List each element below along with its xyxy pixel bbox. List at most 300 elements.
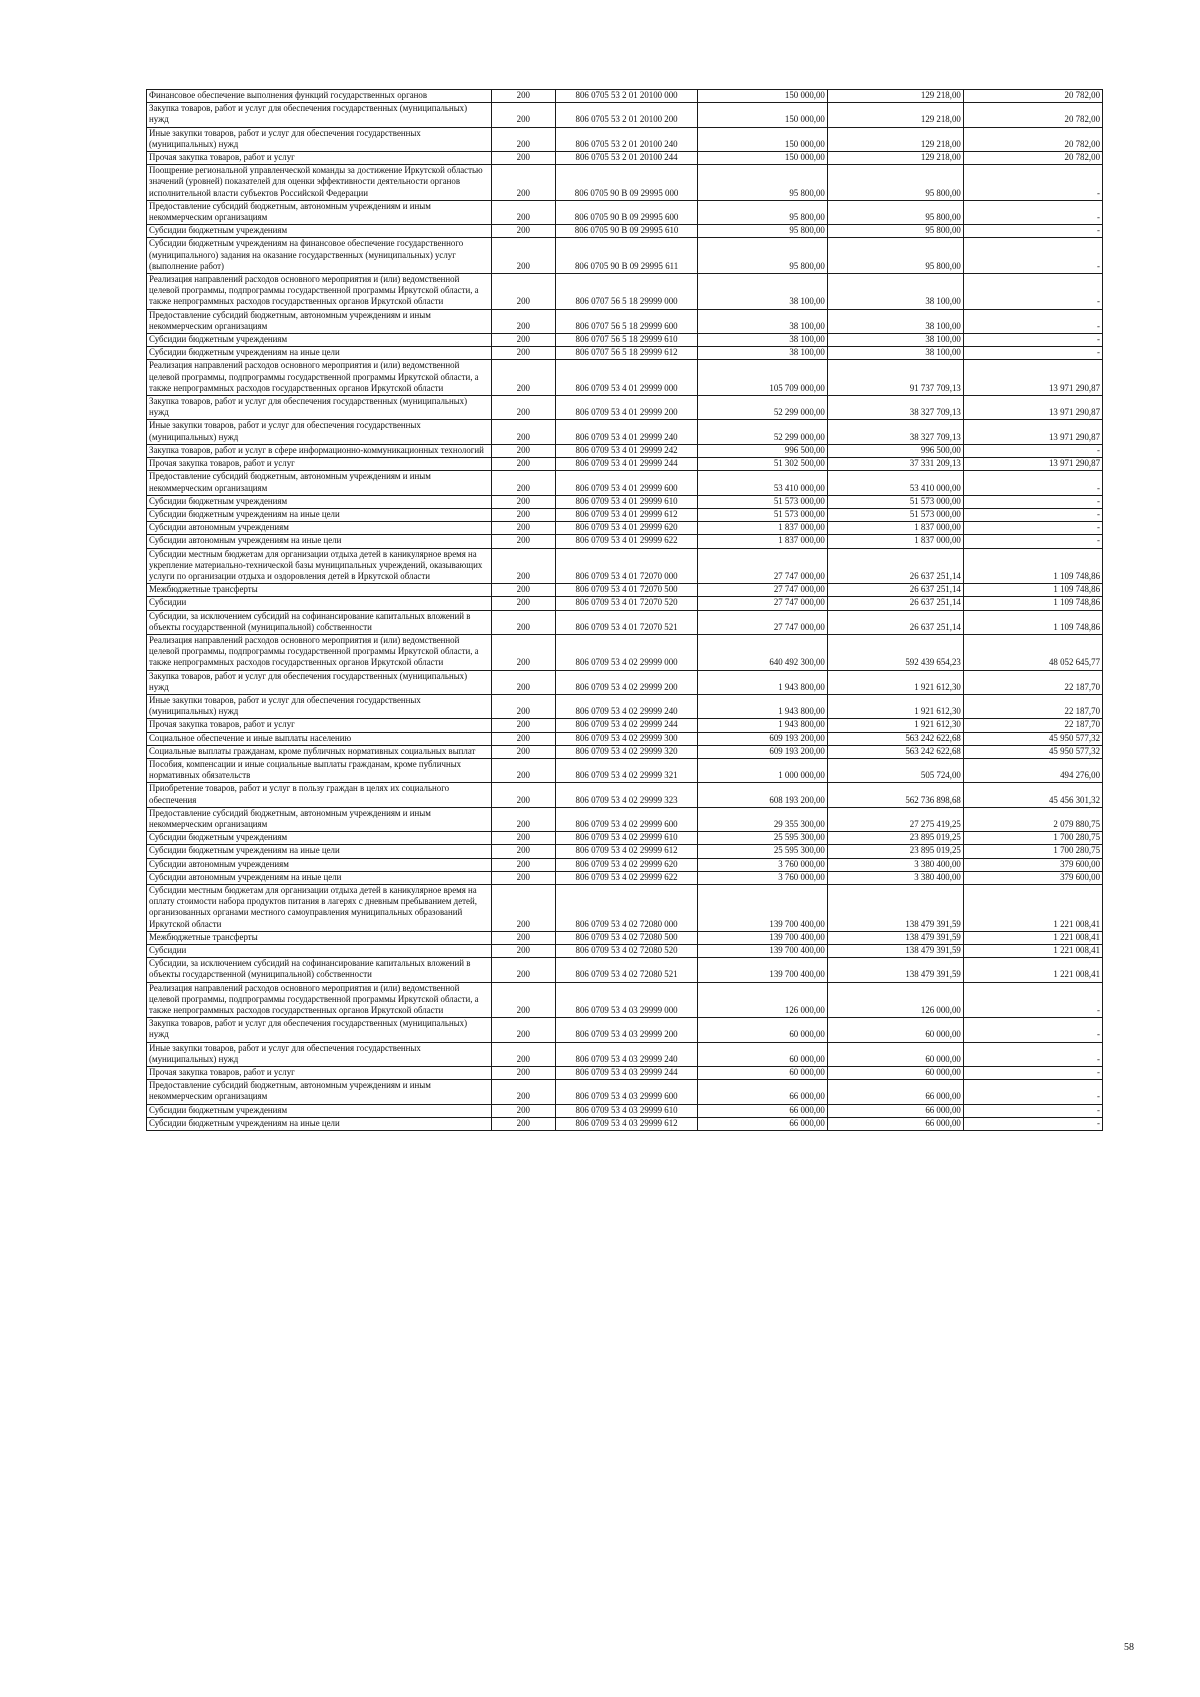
executed-amount-cell: 138 479 391,59 [827, 958, 963, 982]
expense-name-cell: Субсидии бюджетным учреждениям [147, 1104, 492, 1117]
budget-classification-code-cell: 806 0709 53 4 03 29999 244 [555, 1067, 697, 1080]
table-row [147, 1067, 1103, 1080]
expense-name-cell: Предоставление субсидий бюджетным, автономным учреждениям и иным некоммерческим организациям [147, 1080, 492, 1104]
budget-classification-code-cell: 806 0709 53 4 03 29999 200 [555, 1018, 697, 1042]
budget-classification-code-cell: 806 0709 53 4 02 72080 500 [555, 931, 697, 944]
unexecuted-amount-cell: - [963, 535, 1102, 548]
line-code-cell: 200 [491, 444, 555, 457]
line-code-cell: 200 [491, 127, 555, 151]
budget-classification-code-cell: 806 0705 90 В 09 29995 611 [555, 238, 697, 274]
executed-amount-cell: 38 100,00 [827, 347, 963, 360]
executed-amount-cell: 3 380 400,00 [827, 858, 963, 871]
line-code-cell: 200 [491, 758, 555, 782]
table-row [147, 694, 1103, 718]
budget-classification-code-cell: 806 0709 53 4 02 29999 300 [555, 732, 697, 745]
line-code-cell: 200 [491, 745, 555, 758]
table-row [147, 958, 1103, 982]
approved-assignments-cell: 38 100,00 [698, 347, 828, 360]
expense-name-cell: Межбюджетные трансферты [147, 931, 492, 944]
approved-assignments-cell: 52 299 000,00 [698, 420, 828, 444]
unexecuted-amount-cell: 22 187,70 [963, 694, 1102, 718]
table-row [147, 508, 1103, 521]
budget-classification-code-cell: 806 0709 53 4 02 72080 000 [555, 885, 697, 932]
approved-assignments-cell: 150 000,00 [698, 90, 828, 103]
unexecuted-amount-cell: 1 700 280,75 [963, 832, 1102, 845]
executed-amount-cell: 1 921 612,30 [827, 670, 963, 694]
budget-classification-code-cell: 806 0709 53 4 01 72070 000 [555, 548, 697, 584]
line-code-cell: 200 [491, 1117, 555, 1130]
executed-amount-cell: 129 218,00 [827, 127, 963, 151]
unexecuted-amount-cell: 45 950 577,32 [963, 732, 1102, 745]
unexecuted-amount-cell: 13 971 290,87 [963, 396, 1102, 420]
line-code-cell: 200 [491, 858, 555, 871]
approved-assignments-cell: 53 410 000,00 [698, 471, 828, 495]
table-row [147, 982, 1103, 1018]
executed-amount-cell: 26 637 251,14 [827, 597, 963, 610]
unexecuted-amount-cell: - [963, 1117, 1102, 1130]
approved-assignments-cell: 38 100,00 [698, 334, 828, 347]
unexecuted-amount-cell: - [963, 444, 1102, 457]
budget-classification-code-cell: 806 0707 56 5 18 29999 600 [555, 309, 697, 333]
executed-amount-cell: 38 327 709,13 [827, 420, 963, 444]
executed-amount-cell: 23 895 019,25 [827, 845, 963, 858]
line-code-cell: 200 [491, 458, 555, 471]
executed-amount-cell: 996 500,00 [827, 444, 963, 457]
approved-assignments-cell: 27 747 000,00 [698, 548, 828, 584]
expense-name-cell: Предоставление субсидий бюджетным, автономным учреждениям и иным некоммерческим организациям [147, 309, 492, 333]
budget-classification-code-cell: 806 0705 53 2 01 20100 244 [555, 152, 697, 165]
unexecuted-amount-cell: 1 109 748,86 [963, 597, 1102, 610]
table-row [147, 871, 1103, 884]
unexecuted-amount-cell: - [963, 471, 1102, 495]
expense-name-cell: Субсидии местным бюджетам для организации отдыха детей в каникулярное время на укрепление материально-технической базы муниципальных учреждений, оказывающих услуги по организации отдыха и оздоровления детей в Иркутской области [147, 548, 492, 584]
executed-amount-cell: 38 100,00 [827, 309, 963, 333]
expense-name-cell: Закупка товаров, работ и услуг в сфере информационно-коммуникационных технологий [147, 444, 492, 457]
approved-assignments-cell: 95 800,00 [698, 238, 828, 274]
line-code-cell: 200 [491, 90, 555, 103]
table-row [147, 1080, 1103, 1104]
line-code-cell: 200 [491, 958, 555, 982]
unexecuted-amount-cell: - [963, 347, 1102, 360]
line-code-cell: 200 [491, 982, 555, 1018]
expense-name-cell: Межбюджетные трансферты [147, 584, 492, 597]
table-row [147, 152, 1103, 165]
unexecuted-amount-cell: 20 782,00 [963, 103, 1102, 127]
line-code-cell: 200 [491, 634, 555, 670]
approved-assignments-cell: 1 837 000,00 [698, 522, 828, 535]
approved-assignments-cell: 60 000,00 [698, 1018, 828, 1042]
executed-amount-cell: 129 218,00 [827, 152, 963, 165]
unexecuted-amount-cell: 1 221 008,41 [963, 958, 1102, 982]
unexecuted-amount-cell: - [963, 200, 1102, 224]
executed-amount-cell: 129 218,00 [827, 103, 963, 127]
expense-name-cell: Реализация направлений расходов основного мероприятия и (или) ведомственной целевой программы, подпрограммы государственной программы Иркутской области, а также непрограммных расходов государственных органов Иркутской области [147, 982, 492, 1018]
executed-amount-cell: 126 000,00 [827, 982, 963, 1018]
expense-name-cell: Предоставление субсидий бюджетным, автономным учреждениям и иным некоммерческим организациям [147, 807, 492, 831]
table-row [147, 597, 1103, 610]
expense-name-cell: Субсидии бюджетным учреждениям [147, 832, 492, 845]
table-row [147, 522, 1103, 535]
line-code-cell: 200 [491, 396, 555, 420]
executed-amount-cell: 95 800,00 [827, 225, 963, 238]
line-code-cell: 200 [491, 832, 555, 845]
budget-classification-code-cell: 806 0709 53 4 01 29999 622 [555, 535, 697, 548]
expense-name-cell: Предоставление субсидий бюджетным, автономным учреждениям и иным некоммерческим организациям [147, 471, 492, 495]
budget-classification-code-cell: 806 0709 53 4 01 29999 000 [555, 360, 697, 396]
unexecuted-amount-cell: - [963, 225, 1102, 238]
budget-classification-code-cell: 806 0705 90 В 09 29995 600 [555, 200, 697, 224]
line-code-cell: 200 [491, 783, 555, 807]
executed-amount-cell: 26 637 251,14 [827, 610, 963, 634]
approved-assignments-cell: 139 700 400,00 [698, 885, 828, 932]
expense-name-cell: Субсидии бюджетным учреждениям на иные цели [147, 1117, 492, 1130]
table-row [147, 471, 1103, 495]
unexecuted-amount-cell: - [963, 165, 1102, 201]
table-row [147, 584, 1103, 597]
expense-name-cell: Иные закупки товаров, работ и услуг для обеспечения государственных (муниципальных) нужд [147, 694, 492, 718]
approved-assignments-cell: 609 193 200,00 [698, 732, 828, 745]
budget-classification-code-cell: 806 0709 53 4 01 29999 612 [555, 508, 697, 521]
line-code-cell: 200 [491, 1067, 555, 1080]
executed-amount-cell: 95 800,00 [827, 238, 963, 274]
line-code-cell: 200 [491, 347, 555, 360]
expense-name-cell: Субсидии, за исключением субсидий на софинансирование капитальных вложений в объекты государственной (муниципальной) собственности [147, 610, 492, 634]
unexecuted-amount-cell: 1 109 748,86 [963, 548, 1102, 584]
approved-assignments-cell: 150 000,00 [698, 152, 828, 165]
approved-assignments-cell: 1 943 800,00 [698, 670, 828, 694]
budget-classification-code-cell: 806 0707 56 5 18 29999 612 [555, 347, 697, 360]
executed-amount-cell: 1 837 000,00 [827, 522, 963, 535]
line-code-cell: 200 [491, 152, 555, 165]
line-code-cell: 200 [491, 471, 555, 495]
line-code-cell: 200 [491, 165, 555, 201]
budget-execution-sheet [146, 89, 1103, 1131]
expense-name-cell: Закупка товаров, работ и услуг для обеспечения государственных (муниципальных) нужд [147, 103, 492, 127]
table-row [147, 347, 1103, 360]
unexecuted-amount-cell: - [963, 495, 1102, 508]
unexecuted-amount-cell: - [963, 309, 1102, 333]
approved-assignments-cell: 52 299 000,00 [698, 396, 828, 420]
unexecuted-amount-cell: 20 782,00 [963, 152, 1102, 165]
budget-classification-code-cell: 806 0709 53 4 03 29999 612 [555, 1117, 697, 1130]
executed-amount-cell: 1 921 612,30 [827, 719, 963, 732]
approved-assignments-cell: 3 760 000,00 [698, 871, 828, 884]
expense-name-cell: Закупка товаров, работ и услуг для обеспечения государственных (муниципальных) нужд [147, 670, 492, 694]
executed-amount-cell: 129 218,00 [827, 90, 963, 103]
line-code-cell: 200 [491, 274, 555, 310]
expense-name-cell: Реализация направлений расходов основного мероприятия и (или) ведомственной целевой программы, подпрограммы государственной программы Иркутской области, а также непрограммных расходов государственных органов Иркутской области [147, 634, 492, 670]
executed-amount-cell: 66 000,00 [827, 1117, 963, 1130]
page-number: 58 [1124, 1642, 1134, 1653]
unexecuted-amount-cell: 45 456 301,32 [963, 783, 1102, 807]
expense-name-cell: Субсидии автономным учреждениям [147, 522, 492, 535]
expense-name-cell: Финансовое обеспечение выполнения функций государственных органов [147, 90, 492, 103]
line-code-cell: 200 [491, 238, 555, 274]
budget-classification-code-cell: 806 0709 53 4 01 29999 620 [555, 522, 697, 535]
budget-classification-code-cell: 806 0709 53 4 01 72070 500 [555, 584, 697, 597]
expense-name-cell: Прочая закупка товаров, работ и услуг [147, 152, 492, 165]
table-row [147, 783, 1103, 807]
line-code-cell: 200 [491, 420, 555, 444]
table-row [147, 360, 1103, 396]
executed-amount-cell: 1 921 612,30 [827, 694, 963, 718]
table-row [147, 495, 1103, 508]
table-row [147, 420, 1103, 444]
executed-amount-cell: 563 242 622,68 [827, 732, 963, 745]
budget-classification-code-cell: 806 0709 53 4 02 29999 620 [555, 858, 697, 871]
line-code-cell: 200 [491, 732, 555, 745]
line-code-cell: 200 [491, 360, 555, 396]
unexecuted-amount-cell: 13 971 290,87 [963, 420, 1102, 444]
approved-assignments-cell: 640 492 300,00 [698, 634, 828, 670]
expense-name-cell: Социальное обеспечение и иные выплаты населению [147, 732, 492, 745]
line-code-cell: 200 [491, 508, 555, 521]
line-code-cell: 200 [491, 1080, 555, 1104]
approved-assignments-cell: 95 800,00 [698, 200, 828, 224]
expense-name-cell: Иные закупки товаров, работ и услуг для обеспечения государственных (муниципальных) нужд [147, 1042, 492, 1066]
line-code-cell: 200 [491, 584, 555, 597]
budget-classification-code-cell: 806 0709 53 4 02 29999 622 [555, 871, 697, 884]
unexecuted-amount-cell: - [963, 522, 1102, 535]
unexecuted-amount-cell: 22 187,70 [963, 670, 1102, 694]
budget-classification-code-cell: 806 0709 53 4 01 29999 240 [555, 420, 697, 444]
expense-name-cell: Субсидии бюджетным учреждениям на финансовое обеспечение государственного (муниципального) задания на оказание государственных (муниципальных) услуг (выполнение работ) [147, 238, 492, 274]
line-code-cell: 200 [491, 309, 555, 333]
unexecuted-amount-cell: - [963, 1018, 1102, 1042]
table-row [147, 807, 1103, 831]
unexecuted-amount-cell: 379 600,00 [963, 858, 1102, 871]
executed-amount-cell: 66 000,00 [827, 1080, 963, 1104]
executed-amount-cell: 38 327 709,13 [827, 396, 963, 420]
line-code-cell: 200 [491, 885, 555, 932]
unexecuted-amount-cell: 20 782,00 [963, 127, 1102, 151]
executed-amount-cell: 95 800,00 [827, 200, 963, 224]
approved-assignments-cell: 1 000 000,00 [698, 758, 828, 782]
executed-amount-cell: 563 242 622,68 [827, 745, 963, 758]
executed-amount-cell: 60 000,00 [827, 1067, 963, 1080]
budget-classification-code-cell: 806 0709 53 4 02 29999 600 [555, 807, 697, 831]
expense-name-cell: Субсидии [147, 945, 492, 958]
unexecuted-amount-cell: 1 700 280,75 [963, 845, 1102, 858]
line-code-cell: 200 [491, 610, 555, 634]
expense-name-cell: Прочая закупка товаров, работ и услуг [147, 458, 492, 471]
approved-assignments-cell: 139 700 400,00 [698, 945, 828, 958]
executed-amount-cell: 1 837 000,00 [827, 535, 963, 548]
approved-assignments-cell: 1 943 800,00 [698, 694, 828, 718]
unexecuted-amount-cell: 1 221 008,41 [963, 945, 1102, 958]
unexecuted-amount-cell: - [963, 274, 1102, 310]
unexecuted-amount-cell: - [963, 334, 1102, 347]
budget-classification-code-cell: 806 0709 53 4 01 29999 600 [555, 471, 697, 495]
unexecuted-amount-cell: 22 187,70 [963, 719, 1102, 732]
budget-classification-code-cell: 806 0709 53 4 03 29999 240 [555, 1042, 697, 1066]
table-row [147, 396, 1103, 420]
table-row [147, 200, 1103, 224]
budget-classification-code-cell: 806 0709 53 4 01 29999 610 [555, 495, 697, 508]
unexecuted-amount-cell: 494 276,00 [963, 758, 1102, 782]
expense-name-cell: Предоставление субсидий бюджетным, автономным учреждениям и иным некоммерческим организациям [147, 200, 492, 224]
table-row [147, 931, 1103, 944]
approved-assignments-cell: 66 000,00 [698, 1117, 828, 1130]
approved-assignments-cell: 150 000,00 [698, 103, 828, 127]
table-row [147, 758, 1103, 782]
line-code-cell: 200 [491, 1104, 555, 1117]
expense-name-cell: Субсидии бюджетным учреждениям на иные цели [147, 347, 492, 360]
budget-classification-code-cell: 806 0705 53 2 01 20100 000 [555, 90, 697, 103]
expense-name-cell: Реализация направлений расходов основного мероприятия и (или) ведомственной целевой программы, подпрограммы государственной программы Иркутской области, а также непрограммных расходов государственных органов Иркутской области [147, 360, 492, 396]
budget-classification-code-cell: 806 0707 56 5 18 29999 610 [555, 334, 697, 347]
line-code-cell: 200 [491, 694, 555, 718]
executed-amount-cell: 26 637 251,14 [827, 548, 963, 584]
budget-classification-code-cell: 806 0709 53 4 03 29999 600 [555, 1080, 697, 1104]
expense-name-cell: Субсидии бюджетным учреждениям на иные цели [147, 845, 492, 858]
line-code-cell: 200 [491, 845, 555, 858]
approved-assignments-cell: 139 700 400,00 [698, 958, 828, 982]
table-row [147, 1117, 1103, 1130]
approved-assignments-cell: 1 943 800,00 [698, 719, 828, 732]
executed-amount-cell: 66 000,00 [827, 1104, 963, 1117]
executed-amount-cell: 95 800,00 [827, 165, 963, 201]
unexecuted-amount-cell: - [963, 1067, 1102, 1080]
unexecuted-amount-cell: - [963, 238, 1102, 274]
table-row [147, 127, 1103, 151]
approved-assignments-cell: 51 573 000,00 [698, 495, 828, 508]
approved-assignments-cell: 3 760 000,00 [698, 858, 828, 871]
executed-amount-cell: 60 000,00 [827, 1042, 963, 1066]
expense-name-cell: Субсидии, за исключением субсидий на софинансирование капитальных вложений в объекты государственной (муниципальной) собственности [147, 958, 492, 982]
approved-assignments-cell: 105 709 000,00 [698, 360, 828, 396]
table-row [147, 274, 1103, 310]
line-code-cell: 200 [491, 807, 555, 831]
table-row [147, 634, 1103, 670]
executed-amount-cell: 3 380 400,00 [827, 871, 963, 884]
approved-assignments-cell: 95 800,00 [698, 225, 828, 238]
approved-assignments-cell: 608 193 200,00 [698, 783, 828, 807]
executed-amount-cell: 592 439 654,23 [827, 634, 963, 670]
table-row [147, 945, 1103, 958]
line-code-cell: 200 [491, 719, 555, 732]
table-row [147, 1104, 1103, 1117]
executed-amount-cell: 23 895 019,25 [827, 832, 963, 845]
table-row [147, 745, 1103, 758]
executed-amount-cell: 562 736 898,68 [827, 783, 963, 807]
line-code-cell: 200 [491, 670, 555, 694]
table-row [147, 548, 1103, 584]
unexecuted-amount-cell: - [963, 508, 1102, 521]
table-row [147, 90, 1103, 103]
approved-assignments-cell: 25 595 300,00 [698, 832, 828, 845]
table-row [147, 845, 1103, 858]
table-body [147, 90, 1103, 1131]
table-row [147, 885, 1103, 932]
budget-classification-code-cell: 806 0709 53 4 02 29999 320 [555, 745, 697, 758]
executed-amount-cell: 60 000,00 [827, 1018, 963, 1042]
budget-classification-code-cell: 806 0709 53 4 03 29999 610 [555, 1104, 697, 1117]
table-row [147, 610, 1103, 634]
table-row [147, 165, 1103, 201]
budget-classification-code-cell: 806 0705 90 В 09 29995 610 [555, 225, 697, 238]
executed-amount-cell: 53 410 000,00 [827, 471, 963, 495]
table-row [147, 1018, 1103, 1042]
budget-classification-code-cell: 806 0709 53 4 02 29999 244 [555, 719, 697, 732]
approved-assignments-cell: 60 000,00 [698, 1042, 828, 1066]
budget-classification-code-cell: 806 0705 90 В 09 29995 000 [555, 165, 697, 201]
line-code-cell: 200 [491, 931, 555, 944]
unexecuted-amount-cell: 20 782,00 [963, 90, 1102, 103]
table-row [147, 732, 1103, 745]
executed-amount-cell: 37 331 209,13 [827, 458, 963, 471]
budget-classification-code-cell: 806 0709 53 4 02 72080 520 [555, 945, 697, 958]
unexecuted-amount-cell: 13 971 290,87 [963, 360, 1102, 396]
line-code-cell: 200 [491, 548, 555, 584]
approved-assignments-cell: 95 800,00 [698, 165, 828, 201]
unexecuted-amount-cell: 1 109 748,86 [963, 610, 1102, 634]
budget-expenditure-table [146, 89, 1103, 1131]
executed-amount-cell: 38 100,00 [827, 334, 963, 347]
budget-classification-code-cell: 806 0709 53 4 02 72080 521 [555, 958, 697, 982]
table-row [147, 238, 1103, 274]
approved-assignments-cell: 27 747 000,00 [698, 610, 828, 634]
expense-name-cell: Субсидии бюджетным учреждениям на иные цели [147, 508, 492, 521]
expense-name-cell: Субсидии автономным учреждениям на иные цели [147, 535, 492, 548]
unexecuted-amount-cell: 1 221 008,41 [963, 885, 1102, 932]
expense-name-cell: Поощрение региональной управленческой команды за достижение Иркутской областью значений (уровней) показателей для оценки эффективности деятельности органов исполнительной власти субъектов Российской Федерации [147, 165, 492, 201]
table-row [147, 444, 1103, 457]
expense-name-cell: Субсидии [147, 597, 492, 610]
approved-assignments-cell: 60 000,00 [698, 1067, 828, 1080]
line-code-cell: 200 [491, 945, 555, 958]
expense-name-cell: Иные закупки товаров, работ и услуг для обеспечения государственных (муниципальных) нужд [147, 420, 492, 444]
unexecuted-amount-cell: - [963, 982, 1102, 1018]
budget-classification-code-cell: 806 0709 53 4 01 72070 521 [555, 610, 697, 634]
budget-classification-code-cell: 806 0705 53 2 01 20100 240 [555, 127, 697, 151]
unexecuted-amount-cell: 45 950 577,32 [963, 745, 1102, 758]
expense-name-cell: Закупка товаров, работ и услуг для обеспечения государственных (муниципальных) нужд [147, 396, 492, 420]
line-code-cell: 200 [491, 597, 555, 610]
budget-classification-code-cell: 806 0709 53 4 02 29999 000 [555, 634, 697, 670]
executed-amount-cell: 26 637 251,14 [827, 584, 963, 597]
table-row [147, 309, 1103, 333]
unexecuted-amount-cell: 1 221 008,41 [963, 931, 1102, 944]
line-code-cell: 200 [491, 225, 555, 238]
budget-classification-code-cell: 806 0709 53 4 03 29999 000 [555, 982, 697, 1018]
table-row [147, 103, 1103, 127]
budget-classification-code-cell: 806 0709 53 4 02 29999 200 [555, 670, 697, 694]
expense-name-cell: Субсидии автономным учреждениям на иные цели [147, 871, 492, 884]
executed-amount-cell: 138 479 391,59 [827, 945, 963, 958]
budget-classification-code-cell: 806 0709 53 4 01 72070 520 [555, 597, 697, 610]
unexecuted-amount-cell: - [963, 1080, 1102, 1104]
table-row [147, 670, 1103, 694]
executed-amount-cell: 27 275 419,25 [827, 807, 963, 831]
approved-assignments-cell: 38 100,00 [698, 309, 828, 333]
executed-amount-cell: 91 737 709,13 [827, 360, 963, 396]
line-code-cell: 200 [491, 1042, 555, 1066]
expense-name-cell: Субсидии местным бюджетам для организации отдыха детей в каникулярное время на оплату стоимости набора продуктов питания в лагерях с дневным пребыванием детей, организованных органами местного самоуправления муниципальных образований Иркутской области [147, 885, 492, 932]
budget-classification-code-cell: 806 0709 53 4 02 29999 610 [555, 832, 697, 845]
table-row [147, 535, 1103, 548]
unexecuted-amount-cell: - [963, 1042, 1102, 1066]
line-code-cell: 200 [491, 1018, 555, 1042]
table-row [147, 458, 1103, 471]
line-code-cell: 200 [491, 334, 555, 347]
line-code-cell: 200 [491, 495, 555, 508]
expense-name-cell: Прочая закупка товаров, работ и услуг [147, 1067, 492, 1080]
executed-amount-cell: 38 100,00 [827, 274, 963, 310]
table-row [147, 858, 1103, 871]
unexecuted-amount-cell: 2 079 880,75 [963, 807, 1102, 831]
expense-name-cell: Приобретение товаров, работ и услуг в пользу граждан в целях их социального обеспечения [147, 783, 492, 807]
